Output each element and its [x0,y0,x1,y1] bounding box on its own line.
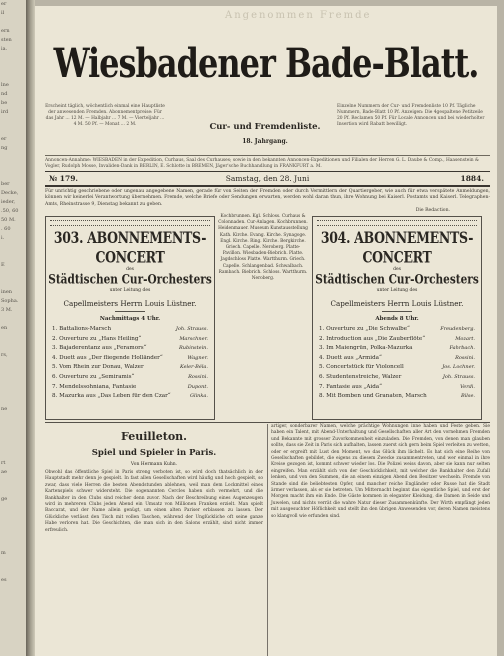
program-item [52,373,208,383]
edge-fragment [0,279,26,288]
program-item [319,335,475,345]
edge-fragment: m [1,550,6,556]
edge-fragment: ber [1,181,10,187]
edge-fragment: . 60 [1,226,11,232]
program-item [52,363,208,373]
concert-unter: unter Leitung des [109,288,151,293]
program-item [52,325,208,335]
program-composer: Rubinstein. [179,345,208,352]
program-piece: 8. Mazurka aus „Das Leben für den Czar“ [52,393,171,400]
program-composer: Rossini. [188,373,208,380]
program-composer: Keler-Béla. [179,364,208,371]
edge-fragment: ng [1,145,8,151]
edge-fragment: be [1,100,8,106]
program-item [319,344,475,354]
page-binding [26,0,35,656]
program-piece: 1. Ouverture zu „Die Schwalbe“ [319,326,410,332]
edge-fragment [0,117,26,126]
program-composer: Marschner. [179,335,208,342]
edge-fragment: ia. [1,46,8,52]
edge-fragment: rt [1,460,6,466]
edge-fragment [0,567,26,576]
edge-fragment [0,360,26,369]
sights-column: Kochbrunnen. Kgl. Schloss. Curhaus & Colonnaden. Cur-Anlagen. Kochbrunnen. Heidenmauer. Museum Kunstausstellung Kath. Kirche. Evang. Kirche. Synagoge. Engl. Kirche. Ring. Kirche. Bergkirche. Griech. Capelle. Neroberg. Platte-Pavillon. Wiesbaden-Biebrich. Platte. Jagdschloss Platte. Wartthurm. Griech. Capelle. Schlangenbad. Schwalbach. Rambach. Biebrich. Schloss. Wartthurm. Neroberg. [218,214,308,282]
edge-fragment [0,621,26,630]
price-box: Einzelne Nummern der Cur- und Fremdenliste 10 Pf. Tägliche Nummern, Bade-Blatt 10 Pf. Anzeigen: Die 4gespaltene Petitzeile 20 Pf. Reclamen 50 Pf. Für Locale Annoncen und bei wiederholter Insertion wird Rabatt bewilligt. [337,104,485,127]
edge-fragment: ieder, [1,199,16,205]
feuilleton-title: Feuilleton. [121,430,187,443]
article-heading: Spiel und Spieler in Paris. [91,448,217,458]
edge-fragment [0,558,26,567]
edge-fragment [0,171,26,180]
newspaper-page [35,6,497,656]
edge-fragment [0,450,26,459]
program-item [319,373,475,383]
edge-fragment [0,378,26,387]
edge-fragment: .50, 60 [1,208,19,214]
program-composer: Wagner. [187,354,208,361]
program-piece: 7. Mendelssohniana, Fantasie [52,383,137,390]
program-composer: Dupont. [187,383,208,390]
edge-fragment [0,369,26,378]
masthead-title: Wiesbadener Bade-Blatt. [53,39,479,87]
edge-fragment: ge [1,496,8,502]
edge-fragment: 3 M. [1,307,13,313]
program-composer: Rossini. [455,354,475,361]
edge-fragment [0,126,26,135]
program-item [52,383,208,393]
edge-fragment [0,162,26,171]
edge-fragment [0,477,26,486]
program-piece: 3. Im Maiengrün, Polka-Mazurka [319,345,413,352]
edge-fragment [0,630,26,639]
edge-fragment: sten [1,37,12,43]
divider [382,311,412,312]
edge-fragment [0,504,26,513]
edge-fragment [0,414,26,423]
edge-fragment [0,486,26,495]
section-rule [45,422,490,423]
edge-fragment: 50 M. [1,217,16,223]
edge-fragment: ae [1,469,7,475]
concert-conductor: Capellmeisters Herrn Louis Lüstner. [63,299,197,308]
notice-signature: Die Redaction. [415,207,450,213]
concert-303 [45,216,215,420]
concert-title: 303. ABONNEMENTS-CONCERT [53,227,207,267]
concert-des: des [393,267,401,272]
column-rule [267,424,268,656]
volume-year: 18. Jahrgang. [242,138,288,145]
program-item [52,344,208,354]
program-piece: 4. Duett aus „Der fliegende Holländer“ [52,354,163,361]
program-item [319,363,475,373]
program-piece: 3. Bajaderentanz aus „Feramors“ [52,345,147,352]
concert-time: Abends 8 Uhr. [375,316,419,322]
edge-fragment [0,594,26,603]
adjacent-page-edge [0,0,27,656]
edge-fragment: ern [1,28,10,34]
article-continuation: artiger, sonderbarer Namen, welche prächtige Wohnungen inne haben und Feste geben. Sie haben ein Talent, mit Abend-Unterhaltung und Gesellschaften aller Art den vornehmen Fremden und Bekannte mit grosser Zuvorkommenheit einzuladen. Die Fremden, von denen man glauben sollte, dass sie Zeit in Paris sich aufhalten, lassen zuerst sich gern beim Spiel verleiten zu wetten, oder er ergreift mit Lust den Moment, wo das Glück ihm lächelt. Es hat sich eine Reihe von Gesellschaften gebildet, die eigens zu diesem Zwecke zusammentreten, und wer einmal in ihre Kreise gezogen ist, kommt schwer wieder los. Die Polizei weiss davon, aber sie kann nur selten eingreifen. Man erzählt sich von der Geschicklichkeit, mit welcher die Bankhalter den Zufall lenken, und von den Summen, die an einem einzigen Abend den Besitzer wechseln. Fremde von Stande sind die beliebtesten Opfer, und mancher reiche Engländer oder Russe hat die Stadt ärmer verlassen, als er sie betreten. Um Mitternacht beginnt das eigentliche Spiel, und erst der Morgen macht ihm ein Ende. Die Gäste kommen in eleganter Kleidung, die Damen in Seide und Juwelen, und nichts verrät die wahre Natur dieser Zusammenkünfte. Der Wirth empfängt jeden mit ausgesuchter Höflichkeit und stellt ihn den übrigen Anwesenden vor, deren Namen meistens so klangvoll wie erfunden sind. [271,424,490,519]
edge-fragment [0,441,26,450]
edge-fragment [0,513,26,522]
concert-title: 304. ABONNEMENTS-CONCERT [320,227,474,267]
program-composer: Bilse. [461,393,475,400]
edge-fragment: nd [1,91,8,97]
edge-fragment [0,396,26,405]
editorial-notice [45,189,490,214]
program-piece: 5. Vom Rhein zur Donau, Walzer [52,364,144,371]
feuilleton-section [45,428,263,534]
edge-fragment: il [1,10,5,16]
program-piece: 1. Battalions-Marsch [52,326,112,332]
program-item [319,325,475,335]
edge-fragment: Sopha. [1,298,19,304]
subscription-box: Erscheint täglich, wöchentlich einmal eine Hauptliste der anwesenden Fremden. Abonnementpreise: Für das Jahr ... 12 M. — Halbjahr ... 7 M. — Vierteljahr ... 4 M. 50 Pf. — Monat ... 2 M. [45,104,165,127]
program-piece: 2. Introduction aus „Die Zauberflöte“ [319,335,426,342]
edge-fragment: er [1,1,7,7]
program-composer: Joh. Strauss. [175,326,208,332]
concert-conductor: Capellmeisters Herrn Louis Lüstner. [330,299,464,308]
edge-fragment: Decke, [1,190,19,196]
program-list [46,325,214,402]
program-list [313,325,481,402]
edge-fragment [0,153,26,162]
annoncen-line: Annoncen-Annahme: WIESBADEN in der Expedition, Curhaus, Saal des Curhauses; sowie in den bekannten Annoncen-Expeditionen und Filialen der Herren G. L. Daube & Comp., Haasenstein & Vogler, Rudolph Mosse, Invaliden-Dank in BERLIN, E. Schlotte in BREMEN, Jäger'sche Buchhandlung in FRANKFURT a. M. [45,155,490,170]
concert-orchestra: Städtischen Cur-Orchesters [48,272,212,288]
issue-date: Samstag, den 28. Juni [225,174,310,183]
dateline [45,171,490,187]
edge-fragment [0,72,26,81]
masthead-subtitle: Cur- und Fremdenliste. [209,122,321,132]
concert-304 [312,216,482,420]
edge-fragment: lne [1,82,9,88]
edge-fragment [0,603,26,612]
program-piece: 7. Fantasie aus „Aida“ [319,383,382,390]
program-item [52,392,208,402]
edge-fragment: es [1,577,7,583]
program-item [52,335,208,345]
edge-fragment [0,252,26,261]
program-piece: 8. Mit Bomben und Granaten, Marsch [319,393,427,400]
edge-fragment [0,522,26,531]
edge-fragment [0,63,26,72]
concert-orchestra: Städtischen Cur-Orchesters [315,272,479,288]
program-piece: 4. Duett aus „Armida“ [319,354,382,361]
program-piece: 2. Ouverture zu „Hans Heiling“ [52,335,142,342]
program-composer: Jos. Lochner. [442,364,475,371]
edge-fragment [0,54,26,63]
edge-fragment: inen [1,289,12,295]
ornament-border [50,220,210,226]
show-through-text: Angenommen Fremde [225,10,372,21]
edge-fragment: en [1,325,8,331]
edge-fragment [0,243,26,252]
program-composer: Joh. Strauss. [442,373,475,380]
edge-fragment [0,315,26,324]
edge-fragment [0,270,26,279]
program-item [319,392,475,402]
program-piece: 5. Concertstück für Violoncell [319,364,404,371]
edge-fragment [0,540,26,549]
edge-fragment [0,531,26,540]
program-piece: 6. Ouverture zu „Semiramis“ [52,373,135,380]
program-item [52,354,208,364]
program-composer: Verdi. [460,383,475,390]
divider [115,311,145,312]
program-piece: 6. Studentenstreiche, Walzer [319,373,402,380]
edge-fragment [0,387,26,396]
edge-fragment [0,18,26,27]
edge-fragment [0,585,26,594]
edge-fragment [0,423,26,432]
article-author: Von Hermann Kuhn. [130,462,178,467]
edge-fragment: rs, [1,352,8,358]
concert-time: Nachmittags 4 Uhr. [99,316,161,322]
concert-unter: unter Leitung des [376,288,418,293]
ornament-border [317,220,477,226]
edge-fragment [0,432,26,441]
program-composer: Freudenberg. [440,326,475,332]
issue-year: 1884. [460,174,484,183]
edge-fragment: er [1,136,7,142]
program-item [319,383,475,393]
program-composer: Fahrbach. [449,345,475,352]
issue-number: № 179. [49,174,79,183]
edge-fragment [0,333,26,342]
edge-fragment [0,612,26,621]
notice-text: Für unrichtig geschriebene oder ungenau angegebene Namen, gerade für von Seiten der Fremden oder durch Vermittlern der Quartiergeber, wie auch für etwa verspätete Anmeldungen, können wir keinerlei Verantwortung übernehmen. Fremde, welche Briefe oder Sendungen erwarten, werden wohl daran thun, ihre Wohnung bei Kaiserl. Postamts und Kaiserl. Telegraphen-Amts, Rheinstrasse 9, Dienstag bekannt zu geben. [45,189,490,207]
edge-fragment: ird [1,109,9,115]
edge-fragment: i. [1,235,5,241]
concert-des: des [126,267,134,272]
program-composer: Glinka. [189,393,208,400]
edge-fragment: E [1,262,5,268]
program-composer: Mozart. [455,335,475,342]
article-body: Obwohl das öffentliche Spiel in Paris streng verboten ist, so wird doch thatsächlich in der Hauptstadt mehr denn je gespielt. In fast allen Gesellschaften wird häufig und hoch gespielt, so zwar, dass viele Herren die besten Abendstunden ablehnen, weil man dem Lockmittel eines Kartenspiels schwer widersteht. Die sogenannten Cercles haben sich vermehrt, und die Bankhalter in den Clubs sind reicher denn zuvor. Nach der Beschreibung eines Augenzeugen wird in mehreren Clubs jeden Abend ein Umsatz von Millionen Franken erzielt. Man spielt Baccarat, und der Name allein genügt, um einen alten Pariser erblassen zu lassen. Der Glückliche verlässt den Tisch mit vollen Taschen, während der Unglückliche oft seine ganze Habe verloren hat. Die Geschichten, die man sich in den Salons erzählt, sind nicht immer erfreulich. [45,470,263,533]
edge-fragment: ne [1,406,8,412]
edge-fragment [0,342,26,351]
program-item [319,354,475,364]
